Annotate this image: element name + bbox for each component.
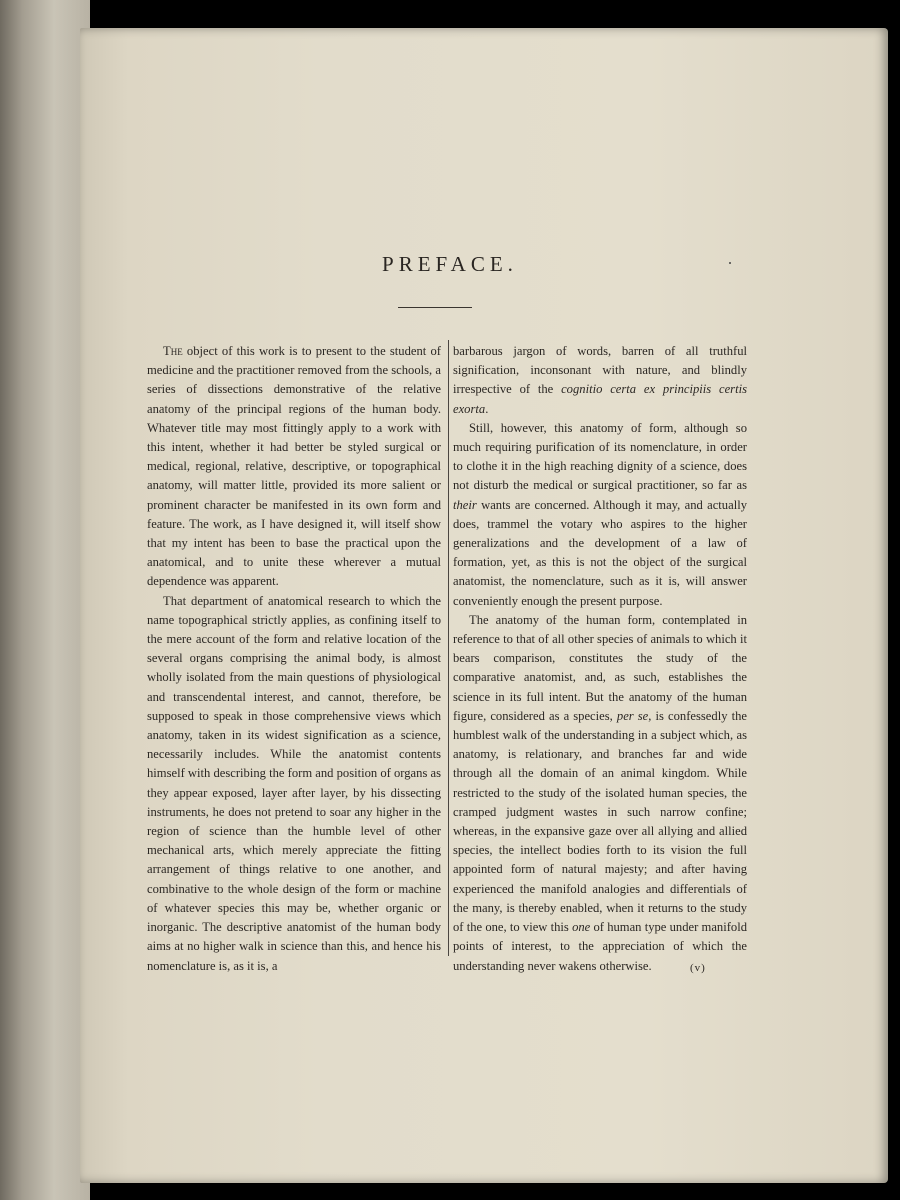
- paragraph-text: wants are concerned. Although it may, and actually does, trammel the votary who aspires to the higher generalizations and the development of a law of formation, yet, as this is not the object of the surgical anatomist, the nomenclature, such as it is, will answer conveniently enough the present purpose.: [453, 497, 747, 608]
- punctuation: .: [485, 401, 489, 416]
- emphasis: their: [453, 497, 477, 512]
- paragraph: That department of anatomical research to which the name topographical strictly applies, as confining itself to the mere account of the form and relative location of the several organs comprising the animal body, is almost wholly isolated from the main questions of physiological and transcendental interest, and cannot, therefore, be supposed to speak in those comprehensive views which anatomy, taken in its widest signification as a science, necessarily includes. While the anatomist contents himself with describing the form and position of organs as they appear exposed, layer after layer, by his dissecting instruments, he does not pretend to soar any higher in the region of science than the humble level of other mechanical arts, which merely appreciate the fitting arrangement of things relative to one another, and combinative to the whole design of the form or machine of whatever species this may be, whether organic or inorganic. The descriptive anatomist of the human body aims at no higher walk in science than this, and hence his nomenclature is, as it is, a: [147, 593, 441, 973]
- facing-page-edge: [0, 0, 90, 1200]
- paragraph: [147, 342, 441, 592]
- title-rule: [398, 307, 472, 308]
- page-number: (v): [690, 962, 706, 974]
- column-divider: [448, 340, 449, 956]
- paragraph-text: barbarous jargon of words, barren of all truthful signification, inconsonant with nature, and blindly irrespective of the: [453, 344, 747, 397]
- latin-phrase: cognitio certa ex principiis certis exorta: [453, 382, 747, 416]
- page-title: PREFACE.: [382, 252, 518, 276]
- lead-word: The: [163, 344, 183, 358]
- paragraph: [453, 611, 747, 976]
- paragraph-text: of human type under manifold points of interest, to the appreciation of which the understanding never wakens otherwise.: [453, 920, 747, 973]
- paragraph-text: Still, however, this anatomy of form, although so much requiring purification of its nomenclature, in order to clothe it in the high reaching dignity of a science, does not disturb the medical or surgical practitioner, so far as: [453, 420, 747, 493]
- paragraph-text: The anatomy of the human form, contemplated in reference to that of all other species of animals to which it bears comparison, constitutes the study of the comparative anatomist, and, as such, establishes the science in its full intent. But the anatomy of the human figure, considered as a species,: [453, 612, 747, 723]
- paragraph: [453, 342, 747, 419]
- right-column: [453, 342, 747, 976]
- paragraph-text: object of this work is to present to the student of medicine and the practitioner removed from the schools, a series of dissections demonstrative of the relative anatomy of the principal regions of the human body. Whatever title may most fittingly apply to a work with this intent, whether it had better be styled surgical or medical, regional, relative, descriptive, or topographical anatomy, will matter little, provided its more salient or prominent character be manifested in its own form and feature. The work, as I have designed it, will itself show that my intent has been to base the practical upon the anatomical, and to unite these wherever a mutual dependence was apparent.: [147, 344, 441, 589]
- paragraph: [453, 419, 747, 611]
- paragraph-text: , is confessedly the humblest walk of the understanding in a subject which, as anatomy, is relationary, and branches far and wide through all the domain of an animal kingdom. While restricted to the study of the isolated human species, the cramped judgment wastes in such narrow confine; whereas, in the expansive gaze over all allying and allied species, the intellect bodies forth to its vision the full appointed form of natural majesty; and after having experienced the manifold analogies and differentials of the many, is thereby enabled, when it returns to the study of the one, to view this: [453, 708, 747, 935]
- latin-phrase: per se: [616, 708, 649, 723]
- left-column: [147, 342, 441, 976]
- emphasis: one: [572, 920, 591, 935]
- ink-speck: [729, 262, 731, 264]
